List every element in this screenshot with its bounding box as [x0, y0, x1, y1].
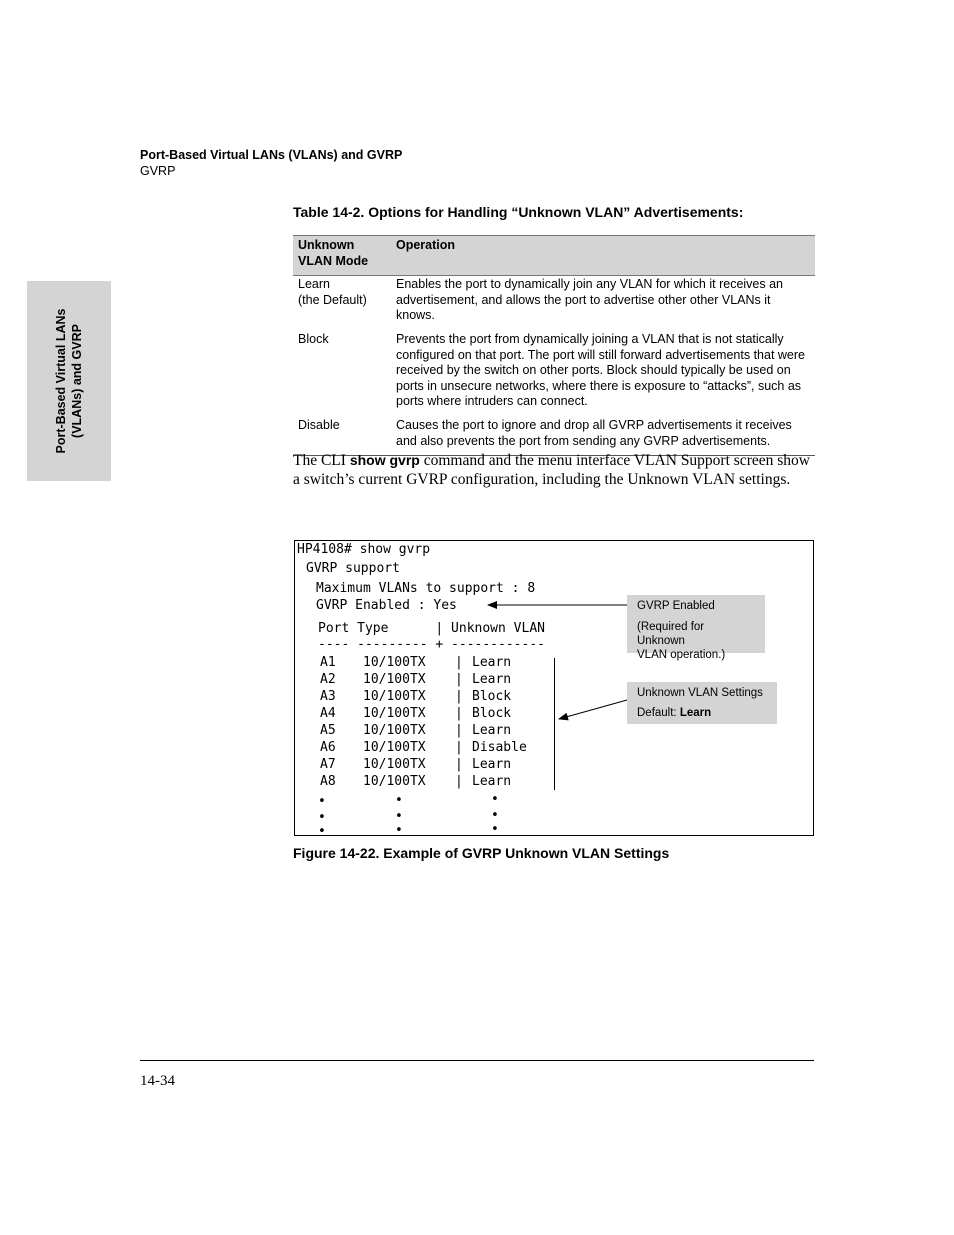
callout-default-line	[637, 706, 767, 720]
callout-title: GVRP Enabled	[637, 600, 715, 612]
mode-cell: Learn (the Default)	[298, 277, 367, 307]
running-header-subtitle: GVRP	[140, 164, 176, 178]
pipe-char: |	[455, 774, 463, 789]
ellipsis-dot: •	[318, 810, 326, 825]
port-id: A8	[320, 774, 336, 789]
ellipsis-dot: •	[491, 808, 499, 823]
footer-rule	[140, 1060, 814, 1061]
ellipsis-dot: •	[395, 793, 403, 808]
ellipsis-dot: •	[491, 822, 499, 837]
pipe-char: |	[455, 689, 463, 704]
port-unknown-vlan: Disable	[472, 740, 527, 755]
default-value: Learn	[679, 707, 712, 719]
port-type: 10/100TX	[363, 723, 426, 738]
port-id: A5	[320, 723, 336, 738]
operation-cell: Enables the port to dynamically join any VLAN for which it receives an advertisement, and allows the port to advertise other other VLANs it knows.	[396, 277, 783, 323]
callout-title: Unknown VLAN Settings	[637, 687, 763, 699]
port-type: 10/100TX	[363, 689, 426, 704]
ellipsis-dot: •	[395, 809, 403, 824]
mode-cell: Block	[298, 331, 329, 346]
page-number: 14-34	[140, 1073, 175, 1089]
port-unknown-vlan: Learn	[472, 723, 512, 738]
port-table-separator: ---- --------- + ------------	[318, 637, 545, 652]
side-tab-label: Port-Based Virtual LANs (VLANs) and GVRP	[54, 308, 84, 454]
ellipsis-dot: •	[491, 792, 499, 807]
column-header-operation: Operation	[391, 236, 815, 276]
unknown-vlan-arrow	[559, 700, 627, 719]
pipe-char: |	[455, 655, 463, 670]
port-type: 10/100TX	[363, 774, 426, 789]
ellipsis-dot: •	[318, 794, 326, 809]
port-id: A2	[320, 672, 336, 687]
gvrp-support-heading: GVRP support	[306, 561, 400, 576]
pipe-char: |	[455, 740, 463, 755]
unknown-vlan-callout	[627, 682, 777, 724]
port-unknown-vlan: Block	[472, 706, 512, 721]
paragraph-text-before: The CLI	[293, 452, 350, 469]
max-vlans-line: Maximum VLANs to support : 8	[316, 581, 536, 596]
port-table-header: Port Type | Unknown VLAN	[318, 621, 545, 636]
gvrp-enabled-callout	[627, 595, 765, 661]
port-type: 10/100TX	[363, 740, 426, 755]
port-type: 10/100TX	[363, 757, 426, 772]
port-unknown-vlan: Learn	[472, 672, 512, 687]
port-unknown-vlan: Block	[472, 689, 512, 704]
pipe-char: |	[455, 723, 463, 738]
port-unknown-vlan: Learn	[472, 774, 512, 789]
cli-prompt: HP4108# show gvrp	[297, 542, 431, 557]
port-id: A1	[320, 655, 336, 670]
port-id: A7	[320, 757, 336, 772]
cli-command: show gvrp	[349, 452, 420, 468]
ellipsis-dot: •	[395, 823, 403, 838]
port-unknown-vlan: Learn	[472, 757, 512, 772]
table-caption: Table 14-2. Options for Handling “Unknown VLAN” Advertisements:	[293, 204, 744, 220]
default-label: Default:	[637, 707, 680, 719]
callout-note: (Required for Unknown VLAN operation.)	[637, 621, 726, 661]
port-id: A4	[320, 706, 336, 721]
pipe-char: |	[455, 672, 463, 687]
port-type: 10/100TX	[363, 672, 426, 687]
port-unknown-vlan: Learn	[472, 655, 512, 670]
port-type: 10/100TX	[363, 706, 426, 721]
running-header-title: Port-Based Virtual LANs (VLANs) and GVRP	[140, 148, 403, 162]
operation-cell: Causes the port to ignore and drop all GVRP advertisements it receives and also prevents the port from sending any GVRP advertisements.	[391, 417, 815, 456]
port-type: 10/100TX	[363, 655, 426, 670]
paragraph-text-after: command and the menu interface VLAN Support screen show a switch’s current GVRP configuration, including the Unknown VLAN settings.	[293, 452, 810, 488]
operation-cell: Prevents the port from dynamically joining a VLAN that is not statically configured on that port. The port will still forward advertisements that were received by the switch on other ports. Block should typically be used on ports in unsecure networks, where there is exposure to “attacks”, such as ports where intruders can connect.	[396, 331, 805, 409]
pipe-char: |	[455, 757, 463, 772]
figure-caption: Figure 14-22. Example of GVRP Unknown VLAN Settings	[293, 845, 670, 861]
column-header-mode: Unknown VLAN Mode	[293, 236, 391, 276]
port-id: A3	[320, 689, 336, 704]
gvrp-enabled-line: GVRP Enabled : Yes	[316, 598, 457, 613]
port-id: A6	[320, 740, 336, 755]
ellipsis-dot: •	[318, 824, 326, 839]
mode-cell: Disable	[293, 417, 391, 456]
pipe-char: |	[455, 706, 463, 721]
